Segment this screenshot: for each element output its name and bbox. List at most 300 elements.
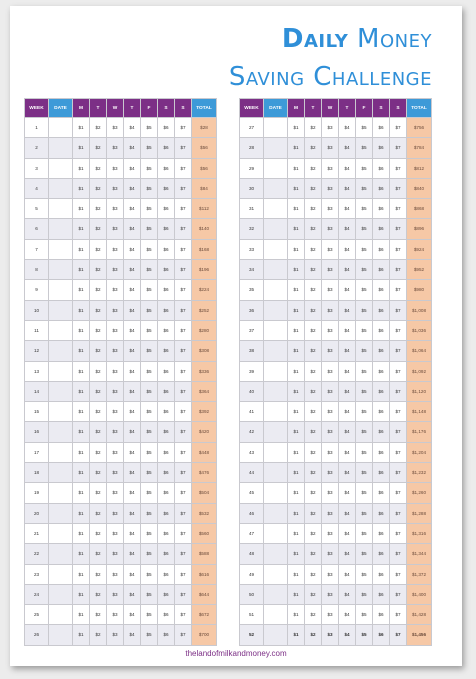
day-amount-cell[interactable]: $2 [305,625,322,645]
day-amount-cell[interactable]: $1 [288,280,305,300]
date-entry-cell[interactable] [264,178,288,198]
day-amount-cell[interactable]: $1 [73,503,90,523]
day-amount-cell[interactable]: $6 [158,381,175,401]
day-amount-cell[interactable]: $6 [158,442,175,462]
day-amount-cell[interactable]: $2 [90,260,107,280]
day-amount-cell[interactable]: $2 [305,584,322,604]
day-amount-cell[interactable]: $2 [90,605,107,625]
day-amount-cell[interactable]: $7 [175,300,192,320]
day-amount-cell[interactable]: $1 [288,178,305,198]
day-amount-cell[interactable]: $4 [124,341,141,361]
day-amount-cell[interactable]: $7 [175,260,192,280]
date-entry-cell[interactable] [49,138,73,158]
day-amount-cell[interactable]: $4 [339,300,356,320]
day-amount-cell[interactable]: $3 [107,219,124,239]
day-amount-cell[interactable]: $5 [141,483,158,503]
day-amount-cell[interactable]: $7 [175,605,192,625]
day-amount-cell[interactable]: $4 [124,605,141,625]
day-amount-cell[interactable]: $3 [107,625,124,645]
day-amount-cell[interactable]: $1 [288,320,305,340]
day-amount-cell[interactable]: $3 [107,402,124,422]
day-amount-cell[interactable]: $5 [141,584,158,604]
day-amount-cell[interactable]: $2 [305,260,322,280]
day-amount-cell[interactable]: $3 [322,422,339,442]
day-amount-cell[interactable]: $5 [141,260,158,280]
day-amount-cell[interactable]: $3 [107,199,124,219]
day-amount-cell[interactable]: $5 [141,503,158,523]
day-amount-cell[interactable]: $6 [158,178,175,198]
day-amount-cell[interactable]: $2 [90,341,107,361]
day-amount-cell[interactable]: $5 [356,320,373,340]
date-entry-cell[interactable] [264,341,288,361]
day-amount-cell[interactable]: $6 [373,280,390,300]
day-amount-cell[interactable]: $6 [158,300,175,320]
day-amount-cell[interactable]: $7 [390,138,407,158]
date-entry-cell[interactable] [264,402,288,422]
day-amount-cell[interactable]: $7 [390,199,407,219]
day-amount-cell[interactable]: $2 [305,219,322,239]
day-amount-cell[interactable]: $2 [90,178,107,198]
date-entry-cell[interactable] [264,300,288,320]
day-amount-cell[interactable]: $2 [305,158,322,178]
day-amount-cell[interactable]: $1 [288,523,305,543]
day-amount-cell[interactable]: $2 [90,219,107,239]
day-amount-cell[interactable]: $6 [373,260,390,280]
day-amount-cell[interactable]: $2 [90,503,107,523]
day-amount-cell[interactable]: $2 [90,300,107,320]
day-amount-cell[interactable]: $7 [390,158,407,178]
day-amount-cell[interactable]: $4 [124,381,141,401]
day-amount-cell[interactable]: $3 [322,239,339,259]
day-amount-cell[interactable]: $1 [73,463,90,483]
day-amount-cell[interactable]: $2 [90,361,107,381]
day-amount-cell[interactable]: $7 [390,625,407,645]
day-amount-cell[interactable]: $6 [373,300,390,320]
day-amount-cell[interactable]: $6 [158,341,175,361]
day-amount-cell[interactable]: $1 [73,178,90,198]
day-amount-cell[interactable]: $2 [305,523,322,543]
day-amount-cell[interactable]: $5 [356,118,373,138]
day-amount-cell[interactable]: $6 [373,463,390,483]
day-amount-cell[interactable]: $7 [175,219,192,239]
day-amount-cell[interactable]: $4 [339,158,356,178]
date-entry-cell[interactable] [49,260,73,280]
day-amount-cell[interactable]: $2 [305,239,322,259]
date-entry-cell[interactable] [264,260,288,280]
day-amount-cell[interactable]: $4 [339,442,356,462]
day-amount-cell[interactable]: $6 [373,483,390,503]
date-entry-cell[interactable] [264,523,288,543]
day-amount-cell[interactable]: $2 [305,564,322,584]
day-amount-cell[interactable]: $7 [390,402,407,422]
day-amount-cell[interactable]: $3 [107,544,124,564]
day-amount-cell[interactable]: $3 [107,260,124,280]
day-amount-cell[interactable]: $6 [373,178,390,198]
day-amount-cell[interactable]: $1 [73,564,90,584]
day-amount-cell[interactable]: $3 [322,158,339,178]
day-amount-cell[interactable]: $7 [390,361,407,381]
day-amount-cell[interactable]: $5 [141,280,158,300]
day-amount-cell[interactable]: $3 [107,381,124,401]
day-amount-cell[interactable]: $4 [339,219,356,239]
day-amount-cell[interactable]: $1 [73,584,90,604]
day-amount-cell[interactable]: $1 [288,118,305,138]
day-amount-cell[interactable]: $5 [141,361,158,381]
day-amount-cell[interactable]: $1 [73,118,90,138]
day-amount-cell[interactable]: $4 [124,158,141,178]
day-amount-cell[interactable]: $7 [175,178,192,198]
date-entry-cell[interactable] [264,503,288,523]
day-amount-cell[interactable]: $3 [107,341,124,361]
day-amount-cell[interactable]: $3 [322,118,339,138]
day-amount-cell[interactable]: $5 [356,138,373,158]
day-amount-cell[interactable]: $5 [141,158,158,178]
day-amount-cell[interactable]: $6 [158,544,175,564]
date-entry-cell[interactable] [49,463,73,483]
day-amount-cell[interactable]: $2 [90,280,107,300]
day-amount-cell[interactable]: $6 [373,422,390,442]
day-amount-cell[interactable]: $5 [141,402,158,422]
day-amount-cell[interactable]: $2 [90,239,107,259]
day-amount-cell[interactable]: $5 [141,463,158,483]
day-amount-cell[interactable]: $2 [90,118,107,138]
day-amount-cell[interactable]: $5 [356,199,373,219]
day-amount-cell[interactable]: $6 [158,402,175,422]
day-amount-cell[interactable]: $7 [175,158,192,178]
day-amount-cell[interactable]: $2 [305,422,322,442]
day-amount-cell[interactable]: $4 [339,564,356,584]
day-amount-cell[interactable]: $6 [158,584,175,604]
day-amount-cell[interactable]: $6 [158,138,175,158]
day-amount-cell[interactable]: $5 [356,381,373,401]
day-amount-cell[interactable]: $1 [288,503,305,523]
date-entry-cell[interactable] [49,280,73,300]
day-amount-cell[interactable]: $7 [175,584,192,604]
day-amount-cell[interactable]: $6 [373,584,390,604]
day-amount-cell[interactable]: $7 [175,280,192,300]
day-amount-cell[interactable]: $5 [141,178,158,198]
day-amount-cell[interactable]: $4 [339,523,356,543]
day-amount-cell[interactable]: $6 [158,199,175,219]
day-amount-cell[interactable]: $4 [339,483,356,503]
day-amount-cell[interactable]: $3 [322,523,339,543]
day-amount-cell[interactable]: $5 [356,260,373,280]
day-amount-cell[interactable]: $4 [339,138,356,158]
day-amount-cell[interactable]: $3 [322,483,339,503]
day-amount-cell[interactable]: $4 [124,361,141,381]
day-amount-cell[interactable]: $4 [124,564,141,584]
day-amount-cell[interactable]: $1 [288,260,305,280]
day-amount-cell[interactable]: $7 [175,422,192,442]
day-amount-cell[interactable]: $4 [339,118,356,138]
day-amount-cell[interactable]: $3 [322,381,339,401]
date-entry-cell[interactable] [49,118,73,138]
day-amount-cell[interactable]: $6 [158,239,175,259]
day-amount-cell[interactable]: $2 [90,625,107,645]
day-amount-cell[interactable]: $6 [158,280,175,300]
date-entry-cell[interactable] [49,199,73,219]
day-amount-cell[interactable]: $3 [107,605,124,625]
day-amount-cell[interactable]: $4 [124,523,141,543]
day-amount-cell[interactable]: $2 [305,463,322,483]
day-amount-cell[interactable]: $6 [373,503,390,523]
day-amount-cell[interactable]: $7 [175,118,192,138]
day-amount-cell[interactable]: $6 [158,422,175,442]
day-amount-cell[interactable]: $4 [339,605,356,625]
day-amount-cell[interactable]: $7 [390,523,407,543]
day-amount-cell[interactable]: $6 [373,442,390,462]
day-amount-cell[interactable]: $1 [288,158,305,178]
day-amount-cell[interactable]: $5 [141,199,158,219]
date-entry-cell[interactable] [49,300,73,320]
day-amount-cell[interactable]: $7 [390,239,407,259]
day-amount-cell[interactable]: $5 [356,300,373,320]
day-amount-cell[interactable]: $4 [339,422,356,442]
day-amount-cell[interactable]: $3 [322,300,339,320]
date-entry-cell[interactable] [49,361,73,381]
day-amount-cell[interactable]: $2 [90,320,107,340]
date-entry-cell[interactable] [49,503,73,523]
day-amount-cell[interactable]: $6 [373,239,390,259]
day-amount-cell[interactable]: $4 [339,320,356,340]
date-entry-cell[interactable] [49,422,73,442]
day-amount-cell[interactable]: $4 [124,178,141,198]
day-amount-cell[interactable]: $7 [390,463,407,483]
date-entry-cell[interactable] [264,584,288,604]
day-amount-cell[interactable]: $4 [124,320,141,340]
day-amount-cell[interactable]: $3 [107,442,124,462]
day-amount-cell[interactable]: $5 [141,219,158,239]
day-amount-cell[interactable]: $3 [107,280,124,300]
day-amount-cell[interactable]: $2 [90,199,107,219]
day-amount-cell[interactable]: $1 [73,320,90,340]
day-amount-cell[interactable]: $3 [107,239,124,259]
day-amount-cell[interactable]: $1 [288,483,305,503]
day-amount-cell[interactable]: $2 [305,442,322,462]
day-amount-cell[interactable]: $2 [305,118,322,138]
day-amount-cell[interactable]: $4 [124,463,141,483]
day-amount-cell[interactable]: $2 [305,138,322,158]
day-amount-cell[interactable]: $2 [90,564,107,584]
day-amount-cell[interactable]: $6 [158,361,175,381]
day-amount-cell[interactable]: $4 [339,280,356,300]
day-amount-cell[interactable]: $2 [90,544,107,564]
day-amount-cell[interactable]: $1 [73,605,90,625]
day-amount-cell[interactable]: $3 [322,341,339,361]
day-amount-cell[interactable]: $1 [288,219,305,239]
day-amount-cell[interactable]: $7 [175,523,192,543]
date-entry-cell[interactable] [264,564,288,584]
day-amount-cell[interactable]: $6 [158,158,175,178]
day-amount-cell[interactable]: $2 [305,483,322,503]
day-amount-cell[interactable]: $3 [322,199,339,219]
day-amount-cell[interactable]: $7 [390,280,407,300]
day-amount-cell[interactable]: $1 [288,300,305,320]
day-amount-cell[interactable]: $5 [356,523,373,543]
date-entry-cell[interactable] [264,219,288,239]
day-amount-cell[interactable]: $2 [90,158,107,178]
date-entry-cell[interactable] [264,442,288,462]
day-amount-cell[interactable]: $1 [288,341,305,361]
day-amount-cell[interactable]: $2 [90,463,107,483]
day-amount-cell[interactable]: $3 [322,178,339,198]
day-amount-cell[interactable]: $2 [90,483,107,503]
day-amount-cell[interactable]: $3 [107,503,124,523]
day-amount-cell[interactable]: $6 [158,260,175,280]
day-amount-cell[interactable]: $5 [141,422,158,442]
day-amount-cell[interactable]: $4 [339,381,356,401]
day-amount-cell[interactable]: $6 [158,463,175,483]
day-amount-cell[interactable]: $1 [288,442,305,462]
day-amount-cell[interactable]: $4 [339,503,356,523]
day-amount-cell[interactable]: $4 [124,503,141,523]
date-entry-cell[interactable] [49,341,73,361]
day-amount-cell[interactable]: $4 [124,625,141,645]
day-amount-cell[interactable]: $4 [124,239,141,259]
day-amount-cell[interactable]: $2 [90,523,107,543]
day-amount-cell[interactable]: $2 [305,503,322,523]
day-amount-cell[interactable]: $3 [322,503,339,523]
day-amount-cell[interactable]: $7 [175,625,192,645]
day-amount-cell[interactable]: $7 [175,320,192,340]
day-amount-cell[interactable]: $3 [322,625,339,645]
day-amount-cell[interactable]: $3 [322,260,339,280]
day-amount-cell[interactable]: $1 [288,199,305,219]
day-amount-cell[interactable]: $1 [73,422,90,442]
day-amount-cell[interactable]: $7 [390,483,407,503]
day-amount-cell[interactable]: $4 [124,584,141,604]
day-amount-cell[interactable]: $7 [390,118,407,138]
day-amount-cell[interactable]: $2 [90,422,107,442]
day-amount-cell[interactable]: $1 [73,219,90,239]
day-amount-cell[interactable]: $6 [373,219,390,239]
day-amount-cell[interactable]: $5 [356,584,373,604]
day-amount-cell[interactable]: $7 [175,503,192,523]
day-amount-cell[interactable]: $7 [175,564,192,584]
day-amount-cell[interactable]: $3 [107,158,124,178]
day-amount-cell[interactable]: $4 [124,138,141,158]
date-entry-cell[interactable] [49,483,73,503]
date-entry-cell[interactable] [264,463,288,483]
day-amount-cell[interactable]: $1 [73,625,90,645]
day-amount-cell[interactable]: $3 [107,523,124,543]
day-amount-cell[interactable]: $7 [390,605,407,625]
day-amount-cell[interactable]: $3 [322,605,339,625]
day-amount-cell[interactable]: $3 [107,300,124,320]
day-amount-cell[interactable]: $7 [390,178,407,198]
day-amount-cell[interactable]: $5 [356,442,373,462]
day-amount-cell[interactable]: $4 [339,544,356,564]
date-entry-cell[interactable] [49,219,73,239]
day-amount-cell[interactable]: $2 [305,381,322,401]
date-entry-cell[interactable] [49,584,73,604]
date-entry-cell[interactable] [49,381,73,401]
day-amount-cell[interactable]: $3 [107,320,124,340]
day-amount-cell[interactable]: $1 [73,300,90,320]
day-amount-cell[interactable]: $1 [288,402,305,422]
day-amount-cell[interactable]: $6 [158,320,175,340]
date-entry-cell[interactable] [264,158,288,178]
day-amount-cell[interactable]: $7 [390,300,407,320]
day-amount-cell[interactable]: $1 [73,280,90,300]
day-amount-cell[interactable]: $6 [373,523,390,543]
day-amount-cell[interactable]: $3 [107,118,124,138]
day-amount-cell[interactable]: $1 [288,381,305,401]
day-amount-cell[interactable]: $5 [356,605,373,625]
day-amount-cell[interactable]: $1 [288,584,305,604]
day-amount-cell[interactable]: $3 [107,463,124,483]
date-entry-cell[interactable] [49,564,73,584]
day-amount-cell[interactable]: $3 [107,564,124,584]
date-entry-cell[interactable] [264,320,288,340]
date-entry-cell[interactable] [49,320,73,340]
day-amount-cell[interactable]: $5 [141,138,158,158]
day-amount-cell[interactable]: $4 [124,483,141,503]
day-amount-cell[interactable]: $5 [141,625,158,645]
day-amount-cell[interactable]: $5 [356,158,373,178]
day-amount-cell[interactable]: $6 [158,564,175,584]
day-amount-cell[interactable]: $1 [288,605,305,625]
day-amount-cell[interactable]: $1 [288,564,305,584]
day-amount-cell[interactable]: $4 [124,118,141,138]
day-amount-cell[interactable]: $1 [73,523,90,543]
day-amount-cell[interactable]: $6 [158,503,175,523]
day-amount-cell[interactable]: $1 [73,381,90,401]
date-entry-cell[interactable] [264,138,288,158]
day-amount-cell[interactable]: $1 [73,260,90,280]
date-entry-cell[interactable] [49,625,73,645]
day-amount-cell[interactable]: $6 [158,605,175,625]
day-amount-cell[interactable]: $5 [356,280,373,300]
day-amount-cell[interactable]: $6 [373,564,390,584]
day-amount-cell[interactable]: $4 [124,219,141,239]
day-amount-cell[interactable]: $5 [141,300,158,320]
day-amount-cell[interactable]: $4 [339,625,356,645]
day-amount-cell[interactable]: $5 [356,544,373,564]
day-amount-cell[interactable]: $1 [73,138,90,158]
date-entry-cell[interactable] [264,544,288,564]
date-entry-cell[interactable] [49,178,73,198]
date-entry-cell[interactable] [264,280,288,300]
day-amount-cell[interactable]: $6 [373,544,390,564]
day-amount-cell[interactable]: $5 [141,564,158,584]
day-amount-cell[interactable]: $4 [339,178,356,198]
day-amount-cell[interactable]: $2 [90,138,107,158]
day-amount-cell[interactable]: $6 [373,118,390,138]
day-amount-cell[interactable]: $1 [73,158,90,178]
date-entry-cell[interactable] [264,118,288,138]
day-amount-cell[interactable]: $5 [356,402,373,422]
day-amount-cell[interactable]: $5 [141,442,158,462]
day-amount-cell[interactable]: $6 [158,625,175,645]
day-amount-cell[interactable]: $5 [356,239,373,259]
date-entry-cell[interactable] [49,239,73,259]
day-amount-cell[interactable]: $4 [124,300,141,320]
day-amount-cell[interactable]: $6 [373,625,390,645]
day-amount-cell[interactable]: $6 [373,158,390,178]
day-amount-cell[interactable]: $6 [373,199,390,219]
day-amount-cell[interactable]: $3 [107,483,124,503]
day-amount-cell[interactable]: $7 [175,544,192,564]
date-entry-cell[interactable] [49,158,73,178]
day-amount-cell[interactable]: $1 [288,463,305,483]
day-amount-cell[interactable]: $6 [373,320,390,340]
day-amount-cell[interactable]: $4 [124,544,141,564]
day-amount-cell[interactable]: $2 [305,280,322,300]
day-amount-cell[interactable]: $7 [390,584,407,604]
day-amount-cell[interactable]: $1 [73,341,90,361]
day-amount-cell[interactable]: $7 [175,442,192,462]
